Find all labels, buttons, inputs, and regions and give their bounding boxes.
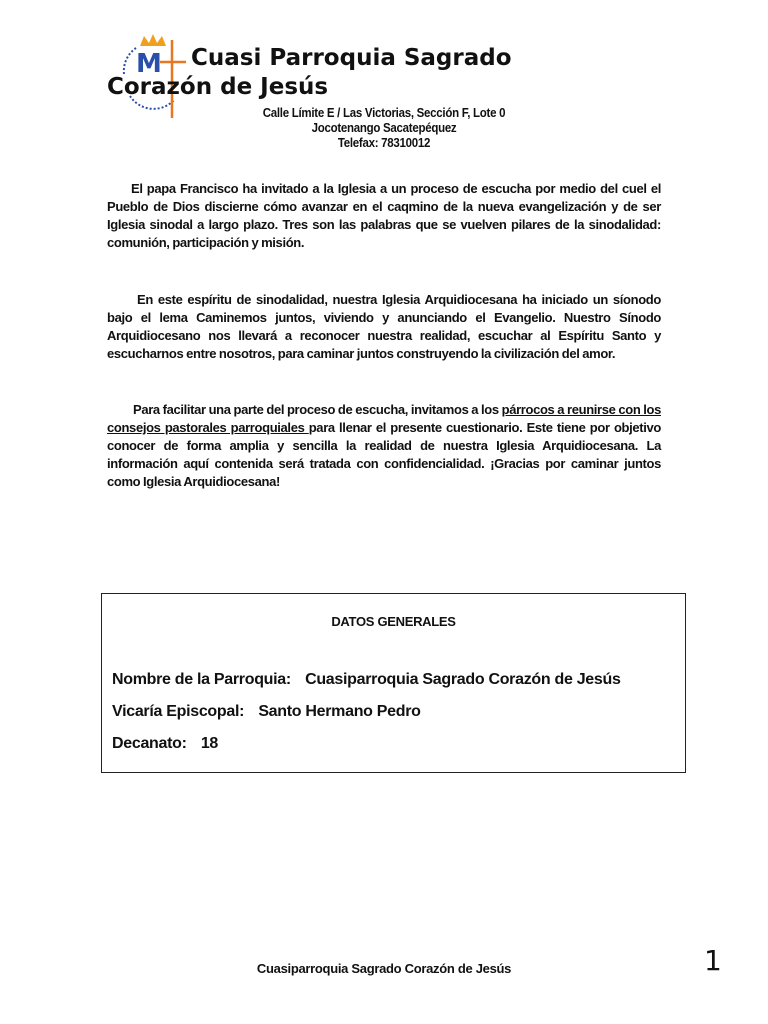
parroquia-value: Cuasiparroquia Sagrado Corazón de Jesús [305, 671, 621, 688]
logo-letter: M [136, 49, 162, 79]
page-footer: Cuasiparroquia Sagrado Corazón de Jesús [256, 961, 512, 976]
decanato-value: 18 [200, 735, 219, 752]
title-line-2: Corazón de Jesús [107, 74, 329, 100]
parroquia-row [112, 671, 621, 689]
address-street: Calle Límite E / Las Victorias, Sección F, Lote 0 [262, 106, 506, 120]
vicaria-row [112, 703, 421, 721]
vicaria-value: Santo Hermano Pedro [258, 703, 421, 720]
decanato-row [112, 735, 218, 753]
datos-generales-box [101, 593, 686, 773]
parroquia-label: Nombre de la Parroquia: [112, 671, 291, 688]
paragraph-1: El papa Francisco ha invitado a la Iglesia a un proceso de escucha por medio del cuel el Pueblo de Dios discierne cómo avanzar en el caqmino de la nueva evangelización y de ser Iglesia sinodal a largo plazo. Tres son las palabras que se vuelven pilares de la sinodalidad: comunión, participación y misión. [107, 181, 661, 250]
vicaria-label: Vicaría Episcopal: [112, 703, 245, 720]
parish-title [107, 44, 577, 102]
underlined-invitation: párrocos a reunirse con los consejos pastorales parroquiales [107, 402, 661, 435]
page-number: 1 [704, 944, 722, 977]
address-phone: Telefax: 78310012 [337, 136, 431, 150]
address-city: Jocotenango Sacatepéquez [311, 121, 457, 135]
parish-address [215, 106, 554, 151]
paragraph-2: En este espíritu de sinodalidad, nuestra Iglesia Arquidiocesana ha iniciado un síonodo bajo el lema Caminemos juntos, viviendo y anunciando el Evangelio. Nuestro Sínodo Arquidiocesano nos llevará a reconocer nuestra realidad, escuchar al Espíritu Santo y escucharnos entre nosotros, para caminar juntos construyendo la civilización del amor. [107, 292, 661, 361]
title-line-1: Cuasi Parroquia Sagrado [191, 45, 512, 71]
decanato-label: Decanato: [112, 735, 187, 752]
paragraph-3: Para facilitar una parte del proceso de escucha, invitamos a los párrocos a reunirse con los consejos pastorales parroquiales para llenar el presente cuestionario. Este tiene por objetivo conocer de forma amplia y sencilla la realidad de nuestra Iglesia Arquidiocesana. La información aquí contenida será tratada con confidencialidad. ¡Gracias por caminar juntos como Iglesia Arquidiocesana! [107, 402, 661, 489]
datos-generales-title: DATOS GENERALES [331, 614, 456, 629]
